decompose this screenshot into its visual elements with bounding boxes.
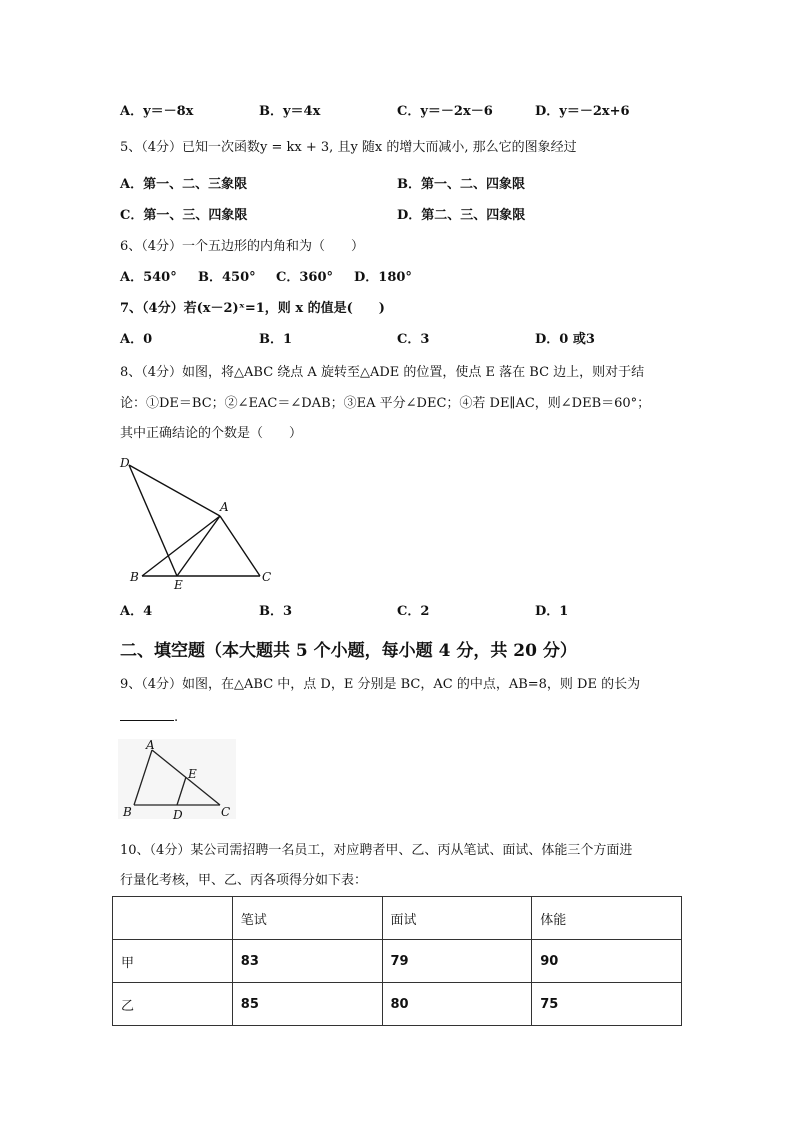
table-cell: 85: [232, 983, 382, 1026]
q8-option-c: C．2: [397, 604, 430, 619]
segment-ae: [177, 516, 220, 576]
q9-figure: [112, 737, 242, 821]
q6-option-c: C．360°: [276, 270, 333, 285]
q4-option-a: A．y＝－8x: [120, 104, 194, 119]
label-c: C: [262, 570, 272, 584]
label-d: D: [120, 456, 130, 470]
q8-option-d: D．1: [535, 604, 569, 619]
q8-option-b: B．3: [259, 604, 293, 619]
section-heading: 二、填空题（本大题共 5 个小题，每小题 4 分，共 20 分）: [120, 641, 577, 661]
answer-blank[interactable]: [120, 708, 174, 721]
segment-da: [129, 465, 220, 516]
q6-option-b: B．450°: [198, 270, 256, 285]
figure-background: [118, 739, 236, 819]
table-cell: 90: [532, 940, 682, 983]
q7-option-a: A．0: [120, 332, 153, 347]
table-row: [113, 940, 682, 983]
q5-option-c: C．第一、三、四象限: [120, 208, 248, 223]
q5-option-b: B．第一、二、四象限: [397, 177, 525, 192]
segment-de: [129, 465, 177, 576]
q9-answer-line: [120, 708, 178, 727]
segment-ab: [142, 516, 220, 576]
q5-option-a: A．第一、二、三象限: [120, 177, 248, 192]
table-cell: 80: [382, 983, 532, 1026]
q7-option-d: D．0 或3: [535, 332, 595, 347]
label-a: A: [146, 738, 155, 752]
table-row: [113, 983, 682, 1026]
q6-option-d: D．180°: [354, 270, 412, 285]
q5-stem: 5、（4分）已知一次函数y = kx + 3, 且y 随x 的增大而减小, 那么它的图象经过: [120, 140, 577, 155]
table-cell: 75: [532, 983, 682, 1026]
q8-stem-line3: 其中正确结论的个数是（ ）: [120, 426, 303, 441]
table-cell: 甲: [113, 940, 233, 983]
table-header-cell: 笔试: [232, 897, 382, 940]
q8-stem-line2: 论：①DE＝BC；②∠EAC＝∠DAB；③EA 平分∠DEC；④若 DE∥AC，则∠DEB＝60°；: [120, 396, 651, 411]
table-header-cell: [113, 897, 233, 940]
label-a: A: [220, 500, 229, 514]
table-header-cell: 面试: [382, 897, 532, 940]
table-header-row: [113, 897, 682, 940]
score-table: [112, 896, 682, 1026]
label-e: E: [174, 578, 183, 592]
q10-stem-line1: 10、（4分）某公司需招聘一名员工，对应聘者甲、乙、丙从笔试、面试、体能三个方面进: [120, 843, 633, 858]
q10-stem-line2: 行量化考核，甲、乙、丙各项得分如下表：: [120, 873, 368, 888]
q7-stem: 7、（4分）若(x－2)ˣ=1，则 x 的值是( ): [120, 301, 385, 316]
q8-figure: [112, 452, 282, 594]
segment-ac: [220, 516, 260, 576]
q5-option-d: D．第二、三、四象限: [397, 208, 526, 223]
table-header-cell: 体能: [532, 897, 682, 940]
q4-option-b: B．y＝4x: [259, 104, 321, 119]
label-b: B: [123, 805, 132, 819]
table-cell: 乙: [113, 983, 233, 1026]
label-e: E: [188, 767, 197, 781]
table-cell: 79: [382, 940, 532, 983]
q4-option-d: D．y＝－2x+6: [535, 104, 630, 119]
label-b: B: [130, 570, 139, 584]
q7-option-c: C．3: [397, 332, 430, 347]
q4-option-c: C．y＝－2x－6: [397, 104, 493, 119]
q9-stem: 9、（4分）如图，在△ABC 中，点 D，E 分别是 BC，AC 的中点，AB=8，则 DE 的长为: [120, 677, 641, 692]
q6-option-a: A．540°: [120, 270, 177, 285]
q8-stem-line1: 8、（4分）如图，将△ABC 绕点 A 旋转至△ADE 的位置，使点 E 落在 BC 边上，则对于结: [120, 365, 645, 380]
q9-period: .: [174, 710, 179, 725]
q8-option-a: A．4: [120, 604, 153, 619]
q6-stem: 6、（4分）一个五边形的内角和为（ ）: [120, 239, 365, 254]
q7-option-b: B．1: [259, 332, 293, 347]
label-c: C: [221, 805, 231, 819]
label-d: D: [173, 808, 183, 821]
table-cell: 83: [232, 940, 382, 983]
